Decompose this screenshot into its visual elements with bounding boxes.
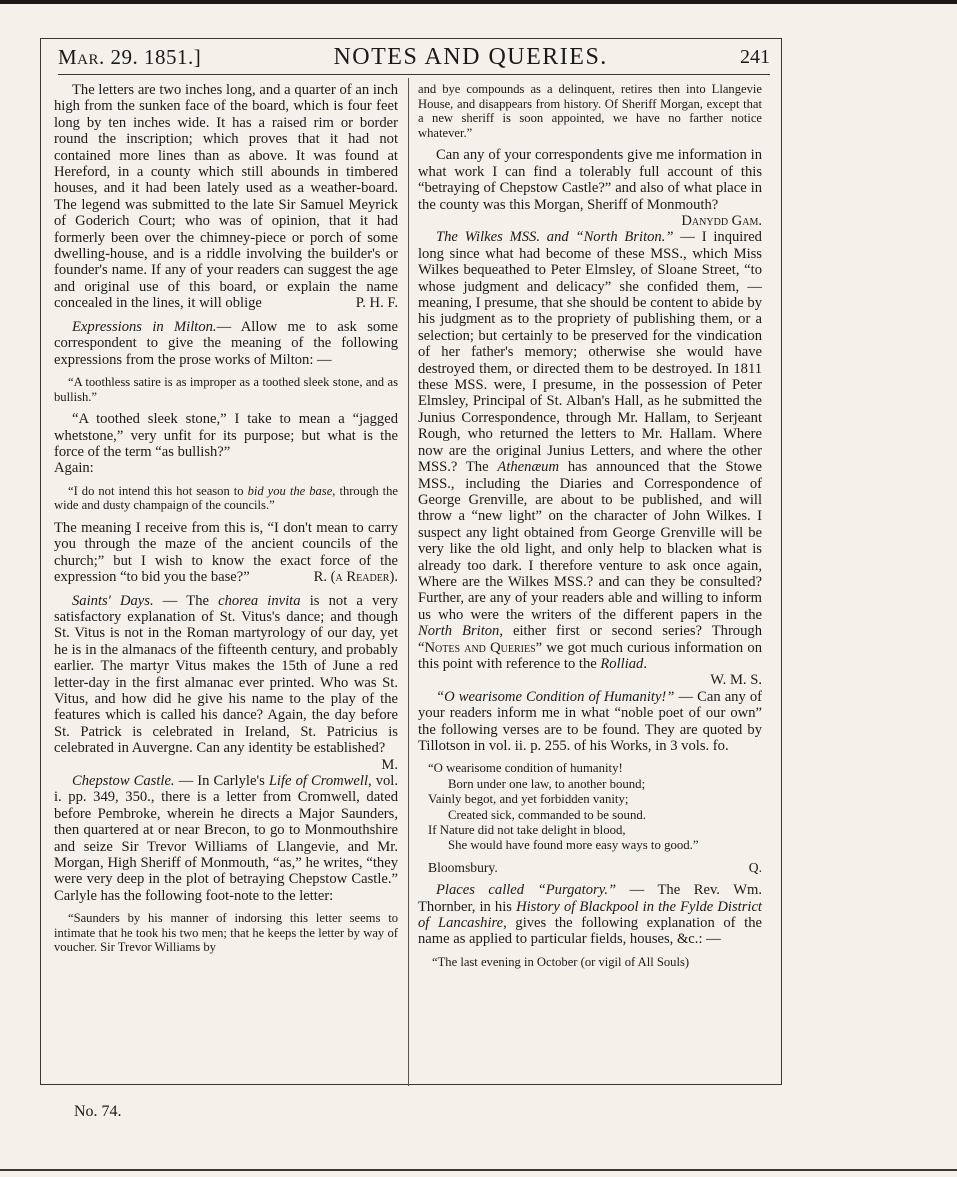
article-heading: Expressions in Milton. bbox=[72, 318, 217, 335]
quotation-continued: and bye compounds as a delinquent, retires then into Llangevie House, and disappears from history. Of Sheriff Morgan, except that a new sheriff is soon appointed, we have no farther notice whatever.” bbox=[418, 82, 762, 140]
paragraph bbox=[54, 520, 398, 586]
poem-line: She would have found more easy ways to good.” bbox=[448, 838, 699, 853]
page-header bbox=[58, 40, 770, 75]
paragraph-text: has announced that the Stowe MSS., including the Diaries and Correspondence of George Grenville, are about to be published, and will throw a “new light” on the character of John Wilkes. I suspect any light obtained from George Grenville will be very like the old light, and only help to blacken what is already too dark. I therefore venture to ask once again, Where are the Wilkes MSS.? and can they be consulted? Further, are any of your readers able and willing to inform us who were the writers of the different papers in the bbox=[418, 459, 762, 623]
quote-text: , through the wide and dusty champaign of the councils.” bbox=[54, 483, 398, 513]
paragraph-text: Again: bbox=[54, 460, 94, 477]
quotation: “A toothless satire is as improper as a toothed sleek stone, and as bullish.” bbox=[54, 374, 398, 404]
paragraph-text: , gives the following explanation of the name as applied to particular fields, houses, &c.: — bbox=[418, 915, 762, 948]
paragraph-text: — In Carlyle's bbox=[174, 773, 269, 789]
article-purgatory bbox=[418, 882, 762, 948]
paragraph-text: — The bbox=[153, 592, 219, 609]
poem-line: If Nature did not take delight in blood, bbox=[428, 823, 626, 838]
article-heading: Chepstow Castle. bbox=[72, 773, 175, 789]
article-milton bbox=[54, 319, 398, 368]
paragraph bbox=[418, 147, 762, 229]
paragraph-text: is not a very satisfactory explanation of St. Vitus's dance; and though St. Vitus is not in the Roman martyrology of our day, yet he is in the almanacs of the fifteenth century, and probably earlier. The martyr Vitus makes the 15th of June a red letter-day in the first almanac ever printed. Who was St. Vitus, and how did he give his name to the play of the features which is called his dance? Again, the day before St. Patrick is celebrated in Ireland, St. Patricius is celebrated in Auvergne. Can any identity be established? bbox=[54, 592, 398, 757]
paragraph-text: — Can any of your readers inform me in what “noble poet of our own” the following verses are to be found. They are quoted by Tillotson in vol. ii. p. 255. of his Works, in 3 vols. fo. bbox=[418, 688, 762, 754]
quotation: “Saunders by his manner of indorsing this letter seems to intimate that he took his two men; that he keeps the letter by way of voucher. Sir Trevor Williams by bbox=[54, 911, 398, 955]
paragraph-text: . bbox=[643, 655, 648, 672]
emphasis: Rolliad bbox=[600, 655, 644, 672]
paragraph-text: The meaning I receive from this is, “I don't mean to carry you through the maze of the ancient councils of the church;” but I wish to know the exact force of the expression “to bid you the base?” bbox=[54, 519, 398, 586]
poem bbox=[428, 761, 762, 853]
article-chepstow bbox=[54, 773, 398, 904]
left-column bbox=[54, 82, 398, 962]
bottom-rule bbox=[0, 1169, 957, 1171]
poem-line: Vainly begot, and yet forbidden vanity; bbox=[428, 792, 629, 807]
emphasis: North Briton bbox=[418, 623, 500, 640]
signature: M. bbox=[381, 756, 398, 773]
emphasis: Athenæum bbox=[497, 459, 560, 476]
quote-emphasis: bid you the base bbox=[247, 483, 333, 498]
paragraph bbox=[54, 411, 398, 477]
quotation: “The last evening in October (or vigil of All Souls) bbox=[432, 954, 690, 969]
page-number: 241 bbox=[739, 45, 770, 68]
signature: P. H. F. bbox=[355, 295, 398, 312]
emphasis: History of Blackpool in the Fylde District of Lancashire bbox=[418, 898, 762, 932]
signature: R. (a Reader). bbox=[313, 569, 398, 586]
paragraph-text: , vol. i. pp. 349, 350., there is a letter from Cromwell, dated before Pembroke, wherein he directs a Major Saunders, then quartered at or near Brecon, to go to Monmouthshire and seize Sir Trevor Williams of Llangevie, and Mr. Morgan, High Sheriff of Monmouth, “as,” he writes, “they were very deep in the plot of betraying Chepstow Castle.” Carlyle has the following foot-note to the letter: bbox=[54, 773, 399, 904]
quotation bbox=[54, 484, 398, 513]
article-humanity bbox=[418, 689, 762, 755]
emphasis: Life of Cromwell bbox=[268, 773, 369, 789]
article-heading: Places called “Purgatory.” bbox=[436, 882, 617, 899]
paragraph-text: — The Rev. Wm. Thornber, in his bbox=[418, 882, 762, 915]
article-heading: Saints' Days. bbox=[72, 592, 154, 609]
article-saints-days bbox=[54, 592, 398, 773]
poem-line: “O wearisome condition of humanity! bbox=[428, 761, 623, 776]
signature: W. M. S. bbox=[710, 672, 762, 689]
poem-attribution bbox=[428, 860, 762, 876]
column-divider bbox=[408, 78, 409, 1086]
poem-line: Born under one law, to another bound; bbox=[448, 776, 646, 791]
paragraph-letters bbox=[54, 82, 398, 312]
place-name: Bloomsbury. bbox=[428, 859, 498, 875]
paragraph-text: — Allow me to ask some correspondent to give the meaning of the following expressions from the prose works of Milton: — bbox=[54, 318, 398, 368]
top-rule bbox=[0, 0, 957, 4]
signature: Danydd Gam. bbox=[681, 213, 762, 229]
quote-text: “I do not intend this hot season to bbox=[68, 483, 248, 498]
article-heading: “O wearisome Condition of Humanity!” bbox=[436, 688, 675, 705]
small-caps-text: Notes and Queries bbox=[424, 639, 536, 656]
right-column bbox=[418, 82, 762, 976]
signature: Q. bbox=[748, 859, 762, 875]
poem-line: Created sick, commanded to be sound. bbox=[448, 807, 646, 822]
article-heading: The Wilkes MSS. and “North Briton.” bbox=[436, 229, 674, 246]
paragraph-text: — I inquired long since what had become of these MSS., which Miss Wilkes bequeathed to Peter Elmsley, of Sloane Street, “to whose judgment and delicacy” she confided them, — meaning, I presume, that she should be content to abide by his judgment as to the propriety of publishing them, or a selection; but certainly to be preserved for the vindication of her father's memory; otherwise she would have destroyed them, or directed them to be destroyed. In 1811 these MSS. were, I presume, in the possession of Peter Elmsley, Principal of St. Alban's Hall, as he submitted the Junius Correspondence, through Mr. Hallam, to Serjeant Rough, who returned the letters to Mr. Hallam. Where now are the original Junius Letters, and where the other MSS.? The bbox=[418, 229, 762, 476]
paragraph-text: The letters are two inches long, and a quarter of an inch high from the sunken face of the board, which is four feet long by ten inches wide. It has a raised rim or border round the inscription; which proves that it had not contained more lines than as above. It was found at Hereford, in a county which still abounds in timbered houses, and it had been lately used as a weather-board. The legend was submitted to the late Sir Samuel Meyrick of Goderich Court; who was of opinion, that it had formerly been over the chimney-piece or porch of some dwelling-house, and is a riddle involving the builder's or founder's name. If any of your readers can suggest the age and original use of this board, or explain the name concealed in the lines, it will oblige bbox=[54, 82, 398, 312]
journal-title: NOTES AND QUERIES. bbox=[333, 43, 608, 70]
emphasis: chorea invita bbox=[218, 592, 301, 609]
article-wilkes bbox=[418, 229, 762, 689]
paragraph-text: “A toothed sleek stone,” I take to mean a “jagged whetstone,” very unfit for its purpose; but what is the force of the term “as bullish?” bbox=[54, 411, 398, 460]
paragraph-text: , either first or second series? Through “ bbox=[418, 623, 762, 656]
paragraph-text: ” we got much curious information on this point with reference to the bbox=[418, 639, 762, 672]
issue-number: No. 74. bbox=[74, 1103, 122, 1120]
issue-date: Mar. 29. 1851.] bbox=[58, 44, 202, 69]
paragraph-text: Can any of your correspondents give me information in what work I can find a tolerably full account of this “betraying of Chepstow Castle?” and also of what place in the county was this Morgan, Sheriff of Monmouth? bbox=[418, 147, 762, 213]
